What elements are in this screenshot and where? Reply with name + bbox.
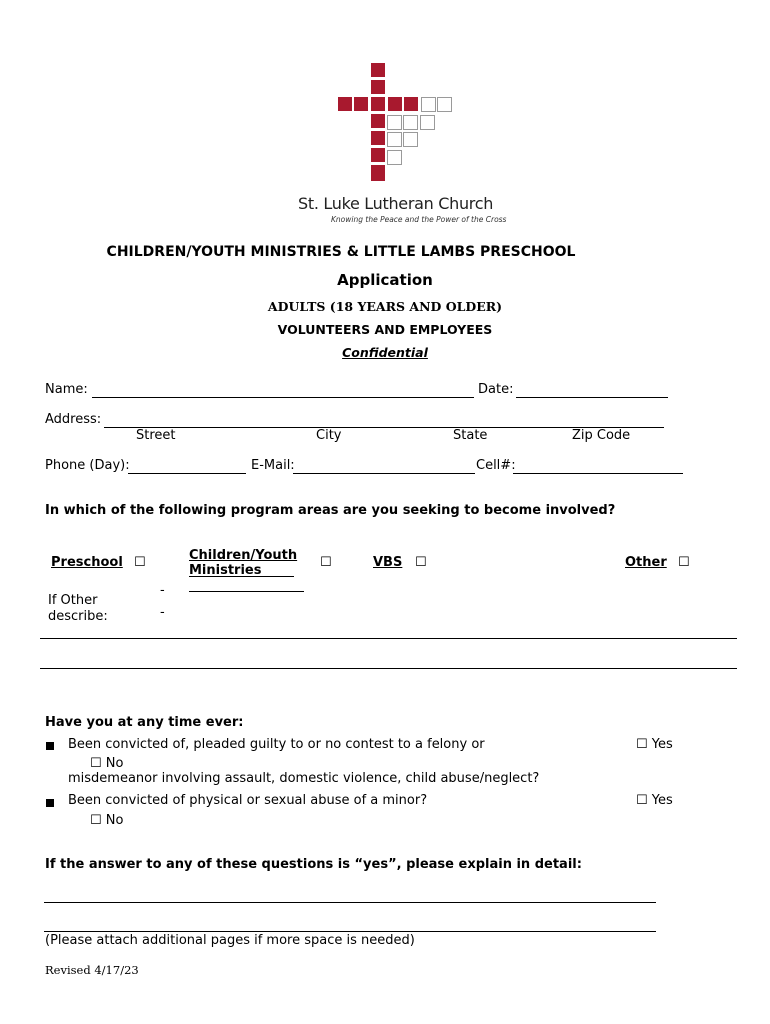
question-1-line1: Been convicted of, pleaded guilty to or no contest to a felony or [68, 737, 485, 752]
question-2-yes[interactable]: ☐ Yes [636, 793, 673, 808]
email-label: E-Mail: [251, 458, 295, 473]
dash-1: - [160, 583, 165, 598]
question-2-no[interactable]: ☐ No [90, 813, 124, 828]
date-field[interactable] [516, 397, 668, 398]
explain-heading: If the answer to any of these questions is “yes”, please explain in detail: [45, 857, 582, 872]
other-describe-line-1[interactable] [40, 638, 737, 639]
question-1-yes[interactable]: ☐ Yes [636, 737, 673, 752]
children-youth-label-line1: Children/Youth [189, 548, 298, 563]
phone-label: Phone (Day): [45, 458, 130, 473]
dash-2: - [160, 605, 165, 620]
if-other-label-line2: describe: [48, 609, 108, 624]
applicant-types: VOLUNTEERS AND EMPLOYEES [277, 322, 493, 337]
question-1-no[interactable]: ☐ No [90, 756, 124, 771]
other-describe-line-2[interactable] [40, 668, 737, 669]
children-youth-underline [189, 576, 294, 577]
if-other-label-line1: If Other [48, 593, 98, 608]
vbs-label: VBS [373, 555, 403, 570]
phone-field[interactable] [128, 473, 246, 474]
zip-caption: Zip Code [572, 428, 631, 443]
question-1-line2: misdemeanor involving assault, domestic violence, child abuse/neglect? [68, 771, 540, 786]
children-youth-label-line2: Ministries [189, 563, 262, 578]
confidential-label: Confidential [342, 345, 428, 360]
other-checkbox[interactable]: ☐ [678, 555, 690, 570]
cell-label: Cell#: [476, 458, 516, 473]
cell-field[interactable] [513, 473, 683, 474]
date-label: Date: [478, 382, 514, 397]
children-youth-underline-2 [189, 591, 304, 592]
street-caption: Street [136, 428, 176, 443]
church-tagline: Knowing the Peace and the Power of the Cross [331, 215, 507, 224]
children-youth-checkbox[interactable]: ☐ [320, 555, 332, 570]
email-field[interactable] [293, 473, 475, 474]
name-field[interactable] [92, 397, 474, 398]
cross-logo-icon [0, 0, 770, 190]
question-2: Been convicted of physical or sexual abuse of a minor? [68, 793, 428, 808]
explain-line-1[interactable] [44, 902, 656, 903]
address-label: Address: [45, 412, 102, 427]
bullet-icon [46, 799, 54, 807]
city-caption: City [316, 428, 342, 443]
history-heading: Have you at any time ever: [45, 715, 244, 730]
bullet-icon [46, 742, 54, 750]
name-label: Name: [45, 382, 88, 397]
church-logo [0, 0, 770, 230]
state-caption: State [453, 428, 488, 443]
preschool-label: Preschool [51, 555, 123, 570]
form-title: CHILDREN/YOUTH MINISTRIES & LITTLE LAMBS PRESCHOOL [106, 244, 576, 260]
church-name: St. Luke Lutheran Church [298, 194, 494, 213]
program-question: In which of the following program areas are you seeking to become involved? [45, 503, 616, 518]
form-subtitle: Application [337, 271, 433, 289]
preschool-checkbox[interactable]: ☐ [134, 555, 146, 570]
age-requirement: ADULTS (18 YEARS AND OLDER) [267, 299, 503, 314]
vbs-checkbox[interactable]: ☐ [415, 555, 427, 570]
attach-note: (Please attach additional pages if more space is needed) [45, 933, 415, 948]
explain-line-2[interactable] [44, 931, 656, 932]
revision-date: Revised 4/17/23 [45, 963, 139, 977]
other-label: Other [625, 555, 667, 570]
